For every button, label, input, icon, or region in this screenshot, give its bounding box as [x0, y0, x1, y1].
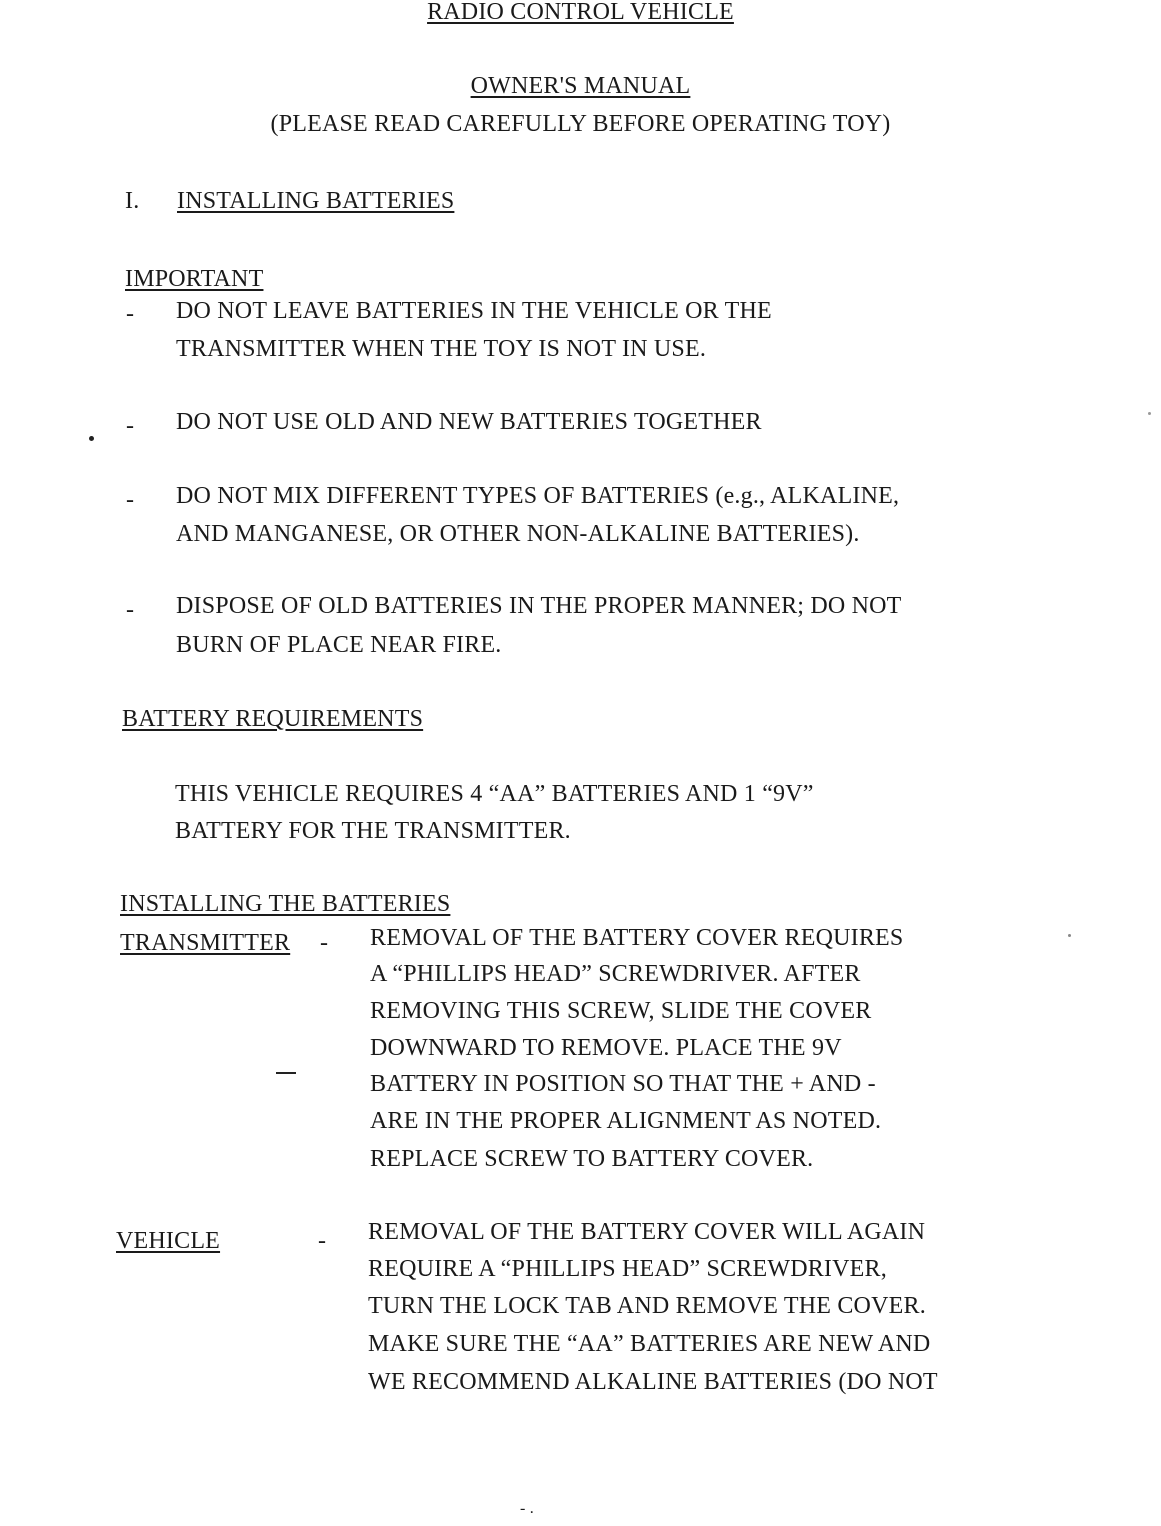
important-item-2-line-1: DO NOT USE OLD AND NEW BATTERIES TOGETHER: [176, 409, 762, 435]
vehicle-line-1: REMOVAL OF THE BATTERY COVER WILL AGAIN: [368, 1219, 926, 1245]
installing-heading: INSTALLING THE BATTERIES: [120, 891, 451, 917]
scan-speck: [89, 436, 94, 441]
scan-mark: [276, 1072, 296, 1074]
page-mark: - .: [520, 1500, 534, 1517]
vehicle-line-5: WE RECOMMEND ALKALINE BATTERIES (DO NOT: [368, 1369, 938, 1395]
vehicle-line-3: TURN THE LOCK TAB AND REMOVE THE COVER.: [368, 1293, 926, 1319]
section-number: I.: [125, 188, 140, 214]
transmitter-line-2: A “PHILLIPS HEAD” SCREWDRIVER. AFTER: [370, 961, 861, 987]
vehicle-line-2: REQUIRE A “PHILLIPS HEAD” SCREWDRIVER,: [368, 1256, 887, 1282]
important-item-1-line-1: DO NOT LEAVE BATTERIES IN THE VEHICLE OR THE: [176, 298, 772, 324]
section-title: INSTALLING BATTERIES: [177, 188, 455, 214]
vehicle-line-4: MAKE SURE THE “AA” BATTERIES ARE NEW AND: [368, 1331, 931, 1357]
vehicle-dash: -: [318, 1228, 327, 1254]
bullet-dash: -: [126, 597, 135, 623]
scan-speck: [1148, 412, 1151, 415]
document-title: RADIO CONTROL VEHICLE: [427, 0, 734, 25]
transmitter-line-6: ARE IN THE PROPER ALIGNMENT AS NOTED.: [370, 1108, 882, 1134]
bullet-dash: -: [126, 487, 135, 513]
requirements-heading: BATTERY REQUIREMENTS: [122, 706, 424, 732]
transmitter-line-5: BATTERY IN POSITION SO THAT THE + AND -: [370, 1071, 876, 1097]
important-item-4-line-1: DISPOSE OF OLD BATTERIES IN THE PROPER MANNER; DO NOT: [176, 593, 902, 619]
read-notice: (PLEASE READ CAREFULLY BEFORE OPERATING TOY): [270, 111, 891, 137]
important-item-1-line-2: TRANSMITTER WHEN THE TOY IS NOT IN USE.: [176, 336, 707, 362]
transmitter-label: TRANSMITTER: [120, 930, 291, 956]
transmitter-line-3: REMOVING THIS SCREW, SLIDE THE COVER: [370, 998, 872, 1024]
transmitter-line-1: REMOVAL OF THE BATTERY COVER REQUIRES: [370, 925, 904, 951]
vehicle-label: VEHICLE: [116, 1228, 221, 1254]
transmitter-line-7: REPLACE SCREW TO BATTERY COVER.: [370, 1146, 814, 1172]
important-item-4-line-2: BURN OF PLACE NEAR FIRE.: [176, 632, 502, 658]
transmitter-line-4: DOWNWARD TO REMOVE. PLACE THE 9V: [370, 1035, 842, 1061]
scan-speck: [1068, 934, 1071, 937]
bullet-dash: -: [126, 413, 135, 439]
important-heading: IMPORTANT: [125, 266, 264, 292]
important-item-3-line-1: DO NOT MIX DIFFERENT TYPES OF BATTERIES (e.g., ALKALINE,: [176, 483, 900, 509]
requirements-line-2: BATTERY FOR THE TRANSMITTER.: [175, 818, 571, 844]
requirements-line-1: THIS VEHICLE REQUIRES 4 “AA” BATTERIES AND 1 “9V”: [175, 781, 814, 807]
important-item-3-line-2: AND MANGANESE, OR OTHER NON-ALKALINE BATTERIES).: [176, 521, 860, 547]
bullet-dash: -: [126, 301, 135, 327]
manual-title: OWNER'S MANUAL: [470, 73, 691, 99]
transmitter-dash: -: [320, 930, 329, 956]
